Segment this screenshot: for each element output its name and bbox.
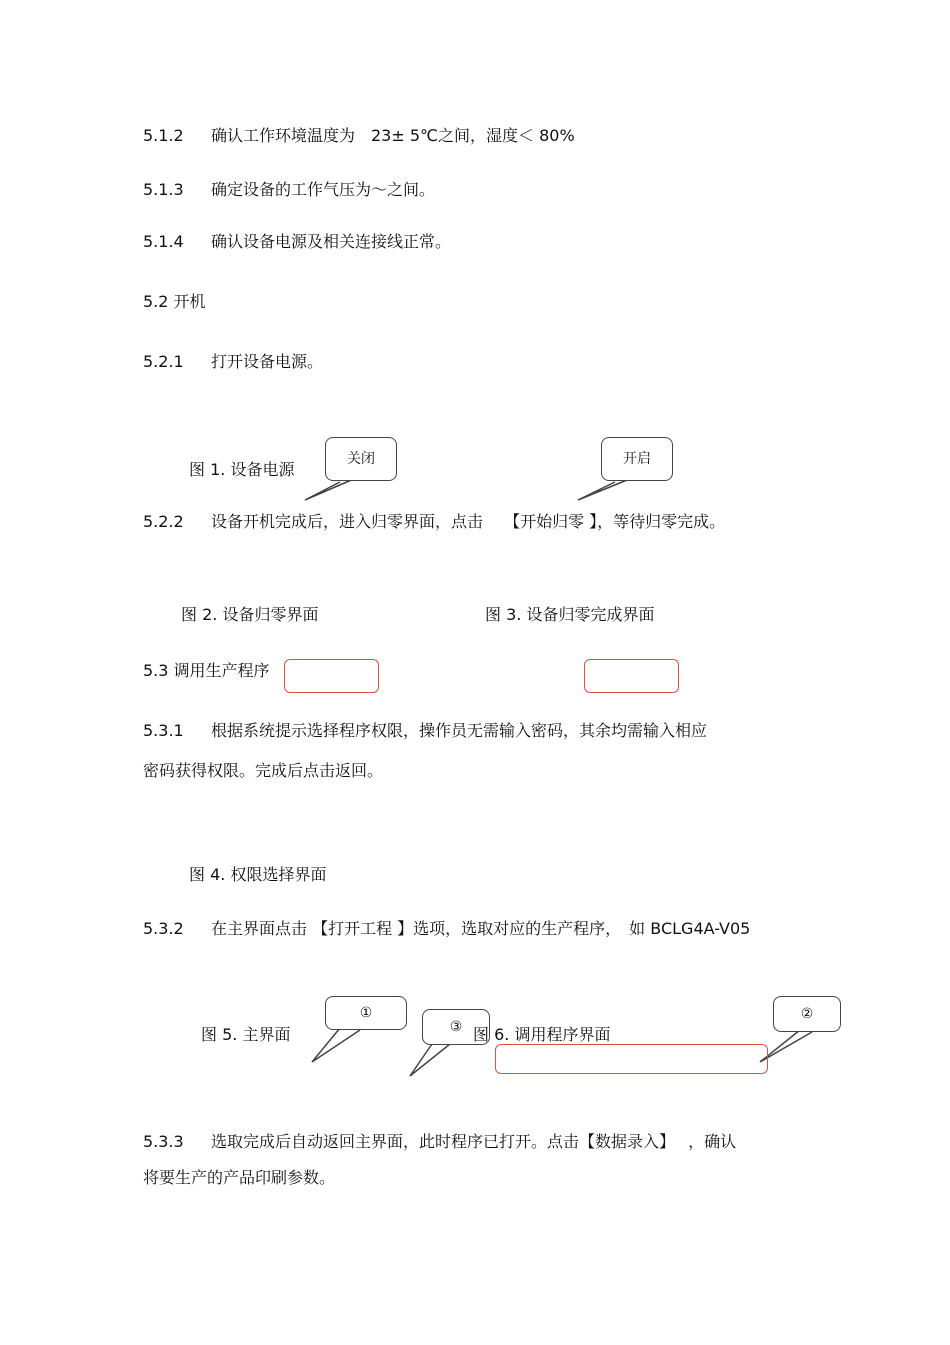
heading-5-3: 5.3 调用生产程序 (143, 661, 270, 680)
figure-5-caption: 图 5. 主界面 (201, 1025, 291, 1044)
callout-3: ③ (422, 1009, 490, 1045)
section-text-5-3-2: 在主界面点击 【打开工程 】选项，选取对应的生产程序， 如 BCLG4A-V05 (211, 919, 751, 938)
section-number-5-3-2: 5.3.2 (143, 919, 184, 938)
highlight-box-left (284, 659, 379, 693)
section-number-5-1-4: 5.1.4 (143, 232, 184, 251)
callout-1: ① (325, 996, 407, 1030)
section-text-5-3-3-line2: 将要生产的产品印刷参数。 (143, 1168, 336, 1187)
section-number-5-1-3: 5.1.3 (143, 180, 184, 199)
section-text-5-2-2: 设备开机完成后，进入归零界面，点击 【开始归零 】，等待归零完成。 (211, 512, 726, 531)
figure-2-caption: 图 2. 设备归零界面 (181, 605, 319, 624)
callout-open: 开启 (601, 437, 673, 481)
figure-1-caption: 图 1. 设备电源 (189, 460, 295, 479)
highlight-box-right (584, 659, 679, 693)
section-text-5-1-4: 确认设备电源及相关连接线正常。 (211, 232, 452, 251)
highlight-box-program (495, 1044, 768, 1074)
section-text-5-3-3-line1: 选取完成后自动返回主界面，此时程序已打开。点击【数据录入】 ，确认 (211, 1132, 737, 1151)
figure-3-caption: 图 3. 设备归零完成界面 (485, 605, 655, 624)
callout-2: ② (773, 996, 841, 1032)
figure-4-caption: 图 4. 权限选择界面 (189, 865, 327, 884)
section-text-5-1-2: 确认工作环境温度为 23± 5℃之间，湿度＜ 80% (211, 126, 575, 145)
section-text-5-3-1-line1: 根据系统提示选择程序权限，操作员无需输入密码，其余均需输入相应 (211, 721, 708, 740)
section-text-5-2-1: 打开设备电源。 (211, 352, 324, 371)
section-text-5-3-1-line2: 密码获得权限。完成后点击返回。 (143, 761, 384, 780)
section-number-5-3-1: 5.3.1 (143, 721, 184, 740)
section-number-5-3-3: 5.3.3 (143, 1132, 184, 1151)
callout-close: 关闭 (325, 437, 397, 481)
section-text-5-1-3: 确定设备的工作气压为～之间。 (211, 180, 436, 199)
section-number-5-1-2: 5.1.2 (143, 126, 184, 145)
figure-6-caption: 图 6. 调用程序界面 (473, 1025, 611, 1044)
heading-5-2: 5.2 开机 (143, 292, 206, 311)
section-number-5-2-1: 5.2.1 (143, 352, 184, 371)
section-number-5-2-2: 5.2.2 (143, 512, 184, 531)
